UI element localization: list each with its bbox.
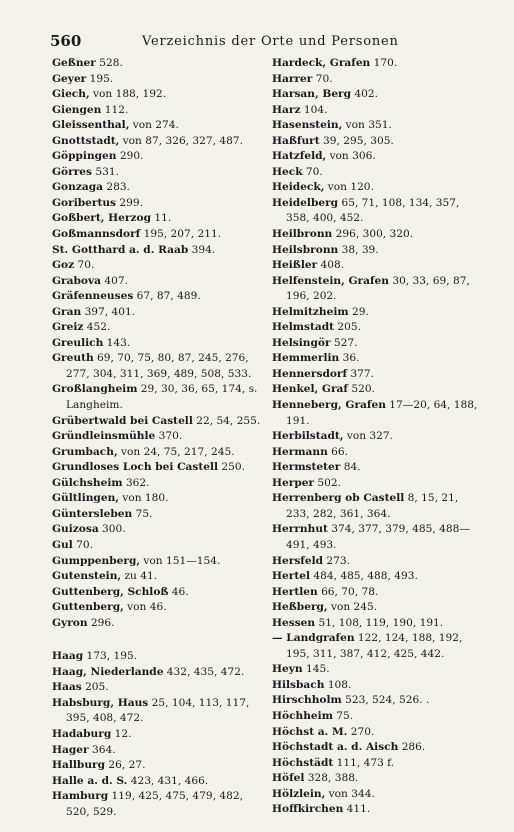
- entry-references: 432, 435, 472.: [163, 665, 245, 678]
- entry-headword: Herrnhut: [272, 523, 328, 536]
- entry-references: 397, 401.: [81, 305, 136, 318]
- entry-references: 70.: [312, 72, 333, 85]
- entry-references: 286.: [398, 741, 426, 754]
- entry-references: 407.: [101, 274, 128, 287]
- index-entry: [272, 351, 478, 367]
- entry-headword: Greuth: [52, 352, 94, 365]
- entry-headword: Hager: [52, 743, 89, 756]
- entry-headword: Hatzfeld,: [272, 150, 327, 163]
- index-entry: [52, 243, 264, 259]
- entry-headword: Großlangheim: [52, 383, 138, 396]
- index-entry: [272, 398, 478, 429]
- right-index-column: [272, 56, 478, 818]
- entry-headword: Grübertwald bei Castell: [52, 414, 193, 427]
- entry-references: 300.: [98, 523, 126, 536]
- index-entry: [52, 258, 264, 274]
- index-entry: [52, 165, 264, 181]
- index-entry: [52, 696, 264, 727]
- entry-references: 173, 195.: [83, 650, 138, 663]
- index-entry: [52, 118, 264, 134]
- entry-references: 205.: [81, 681, 109, 694]
- entry-headword: Henkel, Graf: [272, 383, 348, 396]
- index-entry: [272, 709, 478, 725]
- entry-headword: — Landgrafen: [272, 632, 355, 645]
- entry-references: 84.: [340, 461, 361, 474]
- entry-references: 502.: [314, 476, 342, 489]
- index-entry: [272, 787, 478, 803]
- entry-references: 394.: [188, 243, 216, 256]
- entry-references: 273.: [323, 554, 350, 567]
- index-entry: [272, 72, 478, 88]
- entry-references: 12.: [111, 727, 132, 740]
- section-gap: [52, 631, 264, 649]
- entry-references: 296, 300, 320.: [332, 228, 414, 241]
- index-entry: [272, 460, 478, 476]
- running-title: Verzeichnis der Orte und Personen: [142, 34, 399, 49]
- entry-headword: Goßmannsdorf: [52, 228, 141, 241]
- index-entry: [272, 87, 478, 103]
- entry-headword: Geßner: [52, 57, 96, 69]
- index-entry: [52, 600, 264, 616]
- index-entry: [52, 789, 264, 820]
- entry-headword: Höchheim: [272, 709, 333, 722]
- entry-references: 51, 108, 119, 190, 191.: [315, 616, 444, 629]
- entry-references: 29.: [348, 305, 369, 318]
- entry-references: 299.: [116, 196, 143, 209]
- entry-references: 70.: [74, 259, 95, 272]
- entry-references: zu 41.: [121, 570, 158, 583]
- entry-references: von 351.: [342, 119, 392, 132]
- entry-headword: Gülchsheim: [52, 476, 123, 489]
- entry-headword: Gul: [52, 538, 73, 551]
- index-entry: [272, 180, 478, 196]
- entry-references: von 24, 75, 217, 245.: [117, 445, 235, 458]
- entry-references: 170.: [370, 57, 398, 69]
- entry-references: 408.: [317, 259, 345, 272]
- entry-references: von 188, 192.: [89, 88, 167, 101]
- entry-references: 38, 39.: [338, 243, 379, 256]
- index-entry: [52, 351, 264, 382]
- index-entry: [52, 758, 264, 774]
- entry-headword: Hertlen: [272, 585, 318, 598]
- entry-headword: Hilsbach: [272, 678, 325, 691]
- entry-references: 402.: [351, 88, 379, 101]
- entry-headword: Göppingen: [52, 150, 117, 163]
- entry-references: 75.: [332, 709, 354, 722]
- index-entry: [272, 600, 478, 616]
- entry-references: 70.: [302, 165, 323, 178]
- index-entry: [272, 367, 478, 383]
- entry-headword: Guizosa: [52, 523, 99, 536]
- entry-headword: Goßbert, Herzog: [52, 212, 151, 225]
- entry-headword: Guttenberg, Schloß: [52, 585, 169, 598]
- index-entry: [52, 320, 264, 336]
- index-entry: [52, 507, 264, 523]
- index-entry: [52, 774, 264, 790]
- entry-headword: Habsburg, Haus: [52, 696, 149, 709]
- entry-references: 11.: [150, 212, 172, 225]
- entry-headword: Goz: [52, 259, 75, 272]
- index-entry: [272, 103, 478, 119]
- entry-headword: Gran: [52, 305, 82, 318]
- index-entry: [52, 743, 264, 759]
- index-entry: [52, 476, 264, 492]
- entry-headword: Hadaburg: [52, 727, 112, 740]
- index-entry: [52, 665, 264, 681]
- entry-headword: Grabova: [52, 274, 101, 287]
- entry-headword: Halle a. d. S.: [52, 774, 128, 787]
- entry-headword: Haag: [52, 650, 84, 663]
- entry-references: 290.: [116, 150, 144, 163]
- entry-references: 143.: [103, 336, 131, 349]
- index-entry: [52, 305, 264, 321]
- entry-headword: Höchstädt: [272, 756, 334, 769]
- entry-references: von 344.: [325, 787, 375, 800]
- entry-headword: Gültlingen,: [52, 492, 119, 505]
- entry-references: 145.: [302, 663, 330, 676]
- entry-references: 25, 104, 113, 117, 395, 408, 472.: [66, 696, 250, 725]
- index-entry: [272, 320, 478, 336]
- entry-references: von 120.: [324, 181, 374, 194]
- index-entry: [272, 740, 478, 756]
- index-entry: [272, 569, 478, 585]
- entry-references: von 151—154.: [140, 554, 221, 567]
- index-entry: [272, 445, 478, 461]
- entry-headword: Henneberg, Grafen: [272, 399, 386, 412]
- index-entry: [272, 118, 478, 134]
- entry-references: 270.: [347, 725, 375, 738]
- entry-references: von 180.: [118, 492, 169, 505]
- entry-headword: Güntersleben: [52, 507, 133, 520]
- entry-headword: Gnottstadt,: [52, 134, 120, 147]
- left-index-column: [52, 56, 264, 820]
- index-entry: [272, 305, 478, 321]
- index-entry: [272, 56, 478, 72]
- entry-references: 364.: [88, 743, 116, 756]
- entry-references: 112.: [101, 103, 129, 116]
- entry-headword: Harrer: [272, 72, 313, 85]
- index-entry: [52, 72, 264, 88]
- index-entry: [52, 616, 264, 632]
- index-entry: [272, 382, 478, 398]
- page-header: [50, 32, 478, 52]
- entry-headword: Höchst a. M.: [272, 725, 348, 738]
- entry-references: von 327.: [343, 430, 394, 443]
- entry-headword: Heilbronn: [272, 228, 333, 241]
- index-entry: [272, 771, 478, 787]
- entry-headword: Heyn: [272, 663, 303, 676]
- entry-references: 26, 27.: [105, 759, 146, 772]
- index-entry: [52, 87, 264, 103]
- entry-headword: Greulich: [52, 336, 104, 349]
- index-entry: [272, 243, 478, 259]
- index-entry: [52, 460, 264, 476]
- entry-references: 17—20, 64, 188, 191.: [286, 399, 478, 427]
- entry-references: 36.: [339, 352, 360, 365]
- index-entry: [272, 476, 478, 492]
- entry-headword: Gumppenberg,: [52, 554, 141, 567]
- entry-headword: Hasenstein,: [272, 119, 343, 132]
- entry-references: 523, 524, 526. .: [341, 694, 430, 707]
- entry-headword: Heideck,: [272, 181, 325, 194]
- entry-headword: Hallburg: [52, 759, 106, 772]
- entry-headword: Hessen: [272, 616, 316, 629]
- index-entry: [52, 491, 264, 507]
- index-entry: [272, 756, 478, 772]
- entry-headword: Hardeck, Grafen: [272, 57, 371, 69]
- entry-headword: Goribertus: [52, 196, 117, 209]
- entry-headword: Hermsteter: [272, 461, 341, 474]
- entry-references: 374, 377, 379, 485, 488—491, 493.: [286, 523, 470, 551]
- entry-references: 423, 431, 466.: [127, 774, 209, 787]
- entry-references: 29, 30, 36, 65, 174, s. Langheim.: [66, 383, 258, 412]
- index-entry: [272, 585, 478, 601]
- entry-headword: Heißler: [272, 259, 318, 272]
- entry-headword: Helfenstein, Grafen: [272, 274, 389, 287]
- index-entry: [52, 585, 264, 601]
- entry-headword: Gyron: [52, 616, 88, 629]
- entry-references: 122, 124, 188, 192, 195, 311, 387, 412, 425, 442.: [286, 632, 463, 660]
- entry-headword: Grundloses Loch bei Castell: [52, 461, 219, 474]
- entry-references: von 87, 326, 327, 487.: [119, 134, 243, 147]
- entry-references: 484, 485, 488, 493.: [310, 570, 418, 583]
- entry-headword: Hersfeld: [272, 554, 324, 567]
- entry-headword: Gleissenthal,: [52, 119, 130, 132]
- entry-references: 66, 70, 78.: [317, 585, 379, 598]
- entry-references: 8, 15, 21, 233, 282, 361, 364.: [286, 492, 459, 520]
- index-entry: [52, 134, 264, 150]
- entry-headword: Görres: [52, 165, 92, 178]
- entry-headword: Giengen: [52, 103, 102, 116]
- index-entry: [272, 522, 478, 553]
- entry-headword: Hertel: [272, 570, 310, 583]
- entry-references: von 46.: [123, 601, 167, 614]
- index-entry: [272, 227, 478, 243]
- entry-headword: Giech,: [52, 88, 90, 101]
- entry-headword: Haßfurt: [272, 134, 320, 147]
- index-entry: [52, 414, 264, 430]
- entry-references: 411.: [343, 803, 371, 816]
- index-entry: [272, 802, 478, 818]
- entry-headword: Heilsbronn: [272, 243, 339, 256]
- entry-headword: Herrenberg ob Castell: [272, 492, 405, 505]
- index-entry: [52, 445, 264, 461]
- entry-headword: Heidelberg: [272, 196, 339, 209]
- entry-references: von 306.: [326, 150, 376, 163]
- entry-references: von 245.: [327, 601, 378, 614]
- index-entry: [52, 180, 264, 196]
- entry-references: 328, 388.: [304, 772, 359, 785]
- index-entry: [272, 616, 478, 632]
- entry-references: 111, 473 f.: [333, 756, 395, 769]
- index-entry: [272, 336, 478, 352]
- entry-headword: Hirschholm: [272, 694, 342, 707]
- entry-references: 65, 71, 108, 134, 357, 358, 400, 452.: [286, 196, 460, 225]
- entry-headword: Hennersdorf: [272, 367, 348, 380]
- entry-references: 527.: [330, 336, 358, 349]
- entry-headword: Helmstadt: [272, 321, 335, 334]
- entry-headword: Haag, Niederlande: [52, 665, 164, 678]
- entry-headword: Grumbach,: [52, 445, 118, 458]
- entry-references: 250.: [218, 461, 246, 474]
- index-entry: [52, 56, 264, 72]
- index-entry: [52, 149, 264, 165]
- entry-headword: Helsingör: [272, 336, 331, 349]
- index-entry: [272, 134, 478, 150]
- entry-headword: Geyer: [52, 72, 87, 85]
- index-entry: [52, 649, 264, 665]
- entry-headword: Helmitzheim: [272, 305, 349, 318]
- entry-headword: Haas: [52, 681, 82, 694]
- entry-references: 108.: [324, 678, 352, 691]
- index-entry: [52, 336, 264, 352]
- entry-headword: Hölzlein,: [272, 787, 326, 800]
- index-entry: [272, 258, 478, 274]
- entry-headword: Harz: [272, 103, 301, 116]
- index-entry: [52, 211, 264, 227]
- entry-headword: Hermann: [272, 445, 328, 458]
- entry-headword: Höchstadt a. d. Aisch: [272, 741, 399, 754]
- entry-headword: Harsan, Berg: [272, 88, 352, 101]
- index-entry: [52, 554, 264, 570]
- entry-headword: Gründleinsmühle: [52, 430, 156, 443]
- entry-references: 69, 70, 75, 80, 87, 245, 276, 277, 304, 311, 369, 489, 508, 533.: [66, 352, 252, 380]
- index-entry: [272, 662, 478, 678]
- entry-references: 296.: [87, 616, 115, 629]
- entry-headword: Hemmerlin: [272, 352, 340, 365]
- index-entry: [272, 678, 478, 694]
- entry-references: 22, 54, 255.: [192, 414, 261, 427]
- index-entry: [52, 538, 264, 554]
- entry-headword: Guttenberg,: [52, 601, 124, 614]
- index-entry: [272, 725, 478, 741]
- index-entry: [52, 382, 264, 413]
- entry-references: 528.: [95, 57, 123, 69]
- entry-headword: St. Gotthard a. d. Raab: [52, 243, 189, 256]
- entry-references: von 274.: [129, 119, 179, 132]
- index-entry: [52, 227, 264, 243]
- index-entry: [272, 491, 478, 522]
- index-entry: [52, 727, 264, 743]
- entry-references: 205.: [334, 321, 361, 334]
- entry-references: 30, 33, 69, 87, 196, 202.: [286, 274, 470, 303]
- index-entry: [272, 429, 478, 445]
- index-entry: [272, 631, 478, 662]
- entry-references: 362.: [122, 476, 150, 489]
- entry-references: 67, 87, 489.: [133, 290, 201, 303]
- entry-references: 283.: [102, 181, 130, 194]
- entry-headword: Hoffkirchen: [272, 803, 344, 816]
- entry-headword: Heck: [272, 165, 303, 178]
- entry-headword: Greiz: [52, 321, 84, 334]
- index-entry: [52, 289, 264, 305]
- index-entry: [272, 554, 478, 570]
- entry-references: 452.: [83, 321, 111, 334]
- index-entry: [52, 196, 264, 212]
- index-entry: [272, 274, 478, 305]
- entry-headword: Herper: [272, 476, 315, 489]
- entry-headword: Heßberg,: [272, 601, 328, 614]
- index-entry: [272, 165, 478, 181]
- entry-references: 195.: [86, 72, 114, 85]
- entry-headword: Gonzaga: [52, 181, 103, 194]
- index-entry: [52, 103, 264, 119]
- entry-references: 377.: [347, 367, 375, 380]
- index-entry: [272, 693, 478, 709]
- entry-references: 46.: [168, 585, 189, 598]
- index-entry: [272, 196, 478, 227]
- entry-references: 39, 295, 305.: [319, 134, 394, 147]
- entry-references: 104.: [300, 103, 328, 116]
- entry-headword: Gräfenneuses: [52, 290, 134, 303]
- entry-references: 370.: [155, 430, 183, 443]
- entry-references: 531.: [91, 165, 119, 178]
- index-entry: [52, 522, 264, 538]
- entry-references: 195, 207, 211.: [140, 228, 222, 241]
- entry-references: 66.: [327, 445, 349, 458]
- entry-headword: Herbilstadt,: [272, 430, 344, 443]
- index-entry: [272, 149, 478, 165]
- index-entry: [52, 429, 264, 445]
- entry-references: 119, 425, 475, 479, 482, 520, 529.: [66, 790, 243, 818]
- entry-references: 75.: [132, 507, 153, 520]
- entry-references: 70.: [72, 538, 93, 551]
- index-entry: [52, 569, 264, 585]
- entry-headword: Gutenstein,: [52, 570, 122, 583]
- entry-headword: Hamburg: [52, 790, 109, 803]
- entry-references: 520.: [347, 383, 375, 396]
- index-entry: [52, 274, 264, 290]
- page-number: 560: [50, 32, 82, 50]
- entry-headword: Höfel: [272, 772, 305, 785]
- index-entry: [52, 680, 264, 696]
